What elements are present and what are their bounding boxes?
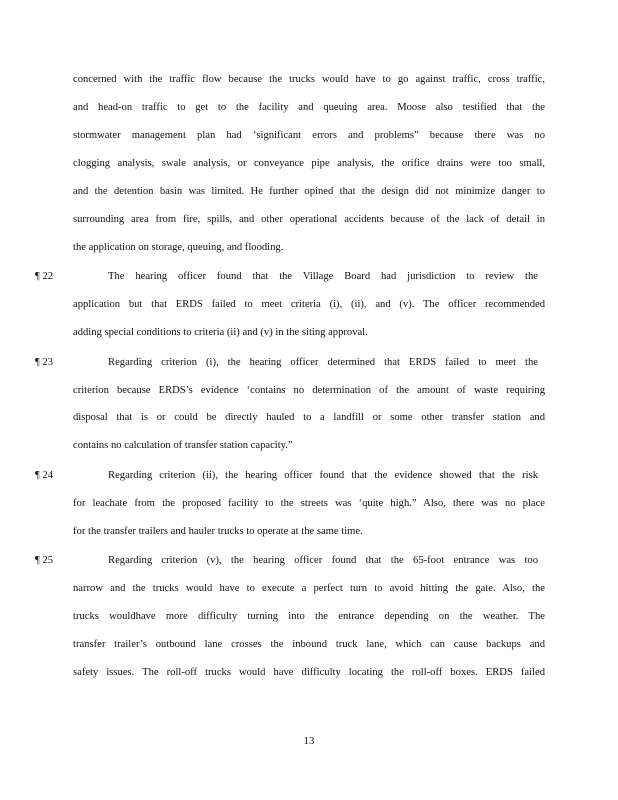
body-text-line: contains no calculation of transfer station capacity.” [73, 440, 293, 451]
body-text-line: Regarding criterion (i), the hearing officer determined that ERDS failed to meet the [108, 357, 538, 368]
body-text-line: trucks wouldhave more difficulty turning into the entrance depending on the weather. The [73, 611, 545, 622]
body-text-line: and head-on traffic to get to the facility and queuing area. Moose also testified that the [73, 102, 545, 113]
paragraph-number: ¶ 23 [35, 357, 54, 368]
body-text-line: narrow and the trucks would have to execute a perfect turn to avoid hitting the gate. Also, the [73, 583, 545, 594]
body-text-line: concerned with the traffic flow because the trucks would have to go against traffic, cross traffic, [73, 74, 545, 85]
body-text-line: criterion because ERDS’s evidence ‘contains no determination of the amount of waste requiring [73, 385, 545, 396]
body-text-line: transfer trailer’s outbound lane crosses the inbound truck lane, which can cause backups and [73, 639, 545, 650]
body-text-line: Regarding criterion (ii), the hearing officer found that the evidence showed that the risk [108, 470, 538, 481]
body-text-line: for the transfer trailers and hauler trucks to operate at the same time. [73, 526, 363, 537]
body-text-line: safety issues. The roll-off trucks would have difficulty locating the roll-off boxes. ERDS failed [73, 667, 545, 678]
body-text-line: application but that ERDS failed to meet criteria (i), (ii), and (v). The officer recommended [73, 299, 545, 310]
paragraph-number: ¶ 22 [35, 271, 54, 282]
body-text-line: The hearing officer found that the Village Board had jurisdiction to review the [108, 271, 538, 282]
body-text-line: stormwater management plan had ‘significant errors and problems” because there was no [73, 130, 545, 141]
body-text-line: surrounding area from fire, spills, and other operational accidents because of the lack of detail in [73, 214, 545, 225]
body-text-line: and the detention basin was limited. He further opined that the design did not minimize danger to [73, 186, 545, 197]
body-text-line: adding special conditions to criteria (ii) and (v) in the siting approval. [73, 327, 368, 338]
body-text-line: Regarding criterion (v), the hearing officer found that the 65-foot entrance was too [108, 555, 538, 566]
page-number: 13 [303, 735, 315, 747]
body-text-line: clogging analysis, swale analysis, or conveyance pipe analysis, the orifice drains were too small, [73, 158, 545, 169]
body-text-line: for leachate from the proposed facility to the streets was ‘quite high.” Also, there was no place [73, 498, 545, 509]
paragraph-number: ¶ 25 [35, 555, 54, 566]
paragraph-number: ¶ 24 [35, 470, 54, 481]
body-text-line: disposal that is or could be directly hauled to a landfill or some other transfer station and [73, 412, 545, 423]
body-text-line: the application on storage, queuing, and flooding. [73, 242, 284, 253]
